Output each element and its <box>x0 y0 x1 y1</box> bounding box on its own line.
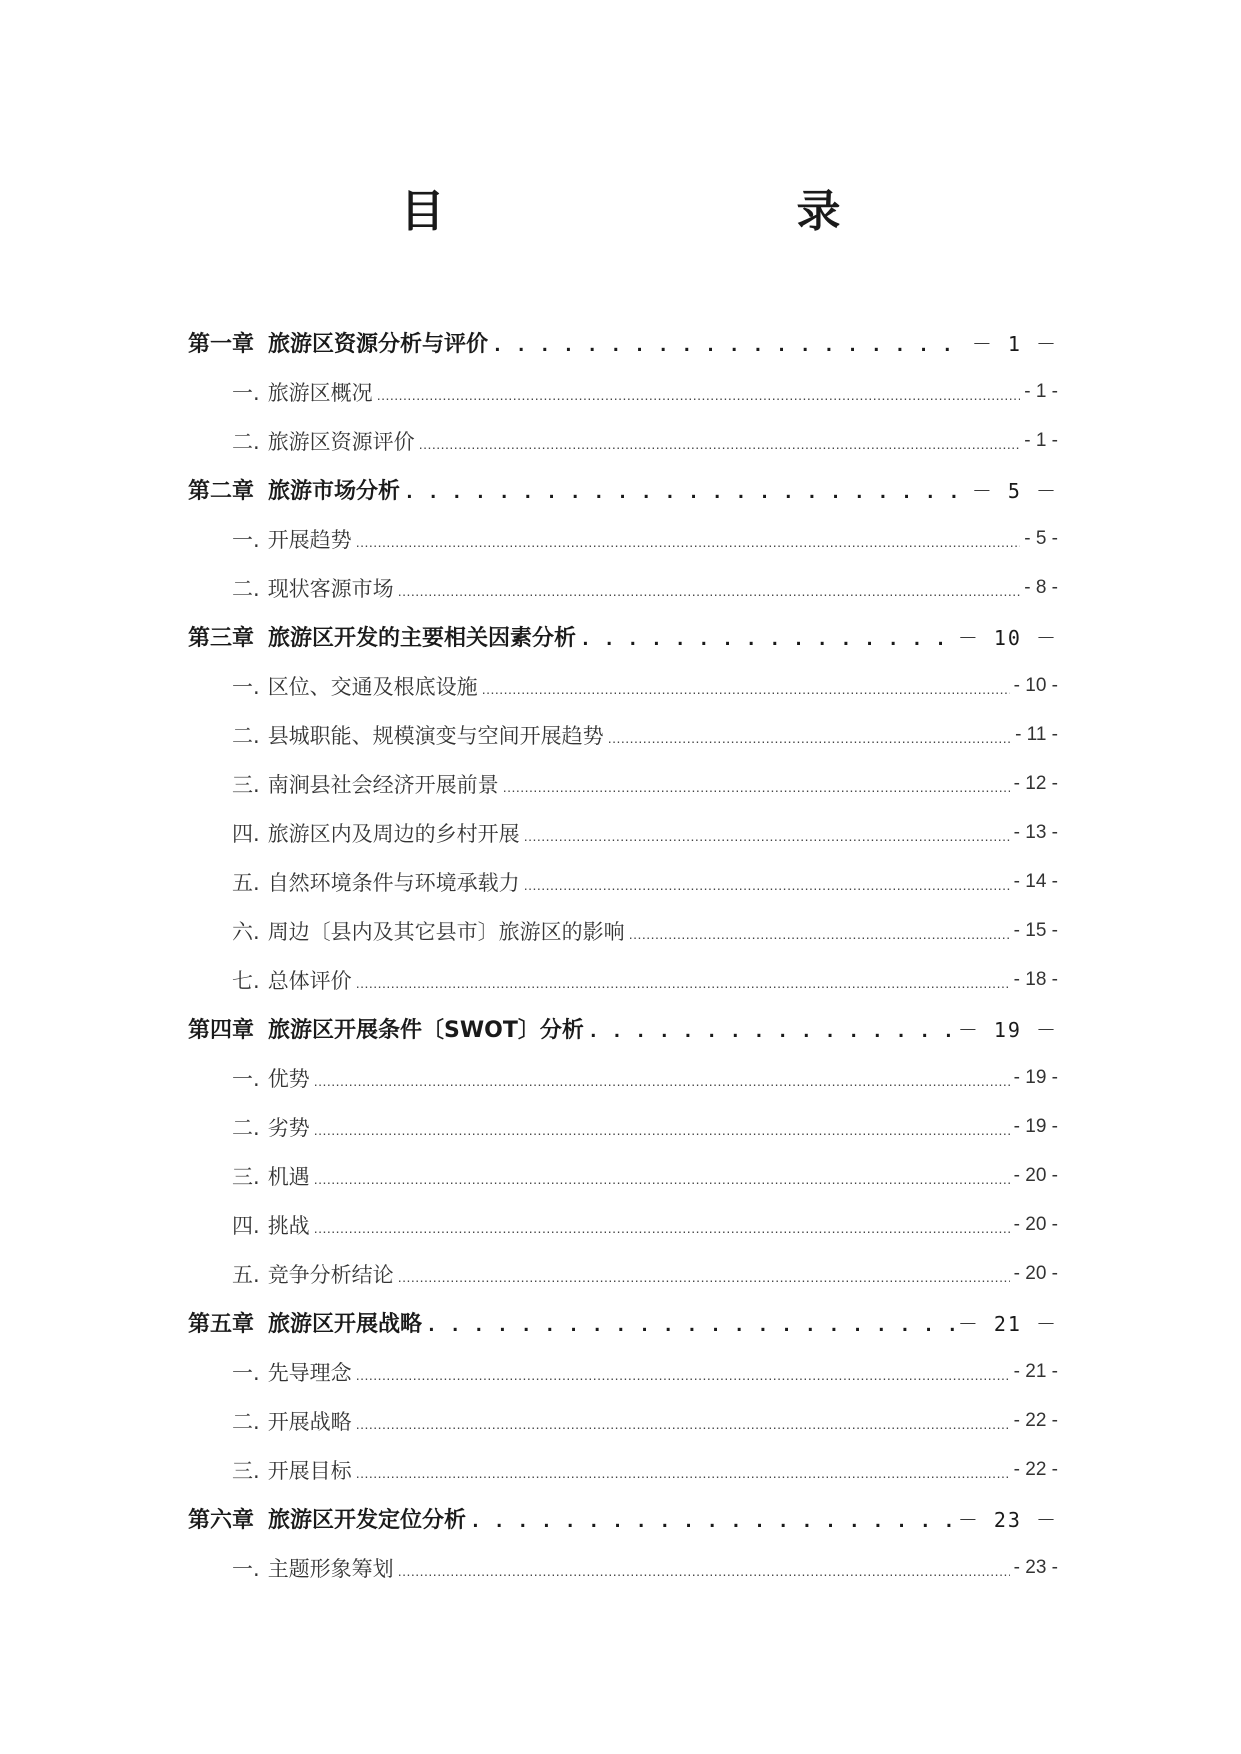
toc-dot-leader <box>404 481 968 503</box>
toc-dot-leader <box>314 1069 1010 1090</box>
toc-entry-title: 周边〔县内及其它县市〕旅游区的影响 <box>267 919 625 944</box>
toc-entry-title: 旅游区资源评价 <box>267 429 415 454</box>
toc-entry-number: 一. <box>232 1066 260 1091</box>
toc-entry-number: 一. <box>232 1556 260 1581</box>
toc-page-number: - 15 - <box>1013 919 1058 941</box>
toc-entry-label <box>188 621 576 652</box>
toc-dot-leader <box>419 432 1021 453</box>
toc-entry-title: 区位、交通及根底设施 <box>267 674 478 699</box>
toc-page-number: - 22 - <box>1013 1458 1058 1480</box>
toc-section-entry[interactable] <box>188 1200 1058 1249</box>
toc-dot-leader <box>629 922 1010 943</box>
toc-page-number: - 23 - <box>1013 1556 1058 1578</box>
toc-entry-number: 三. <box>232 1458 260 1483</box>
toc-entry-title: 开展趋势 <box>267 527 352 552</box>
toc-entry-title: 旅游区开展条件〔SWOT〕分析 <box>268 1018 584 1043</box>
toc-section-entry[interactable] <box>188 1249 1058 1298</box>
toc-entry-label <box>232 377 373 407</box>
toc-section-entry[interactable] <box>188 416 1058 465</box>
toc-page-number: － 1 － <box>971 332 1058 356</box>
toc-entry-label <box>232 720 604 750</box>
toc-page-number: - 20 - <box>1013 1213 1058 1235</box>
toc-page-number: - 19 - <box>1013 1066 1058 1088</box>
toc-entry-label <box>232 671 478 701</box>
toc-dot-leader <box>492 334 968 356</box>
toc-dot-leader <box>356 1363 1010 1384</box>
toc-page-number: - 22 - <box>1013 1409 1058 1431</box>
toc-entry-number: 第六章 <box>188 1508 255 1533</box>
toc-chapter-entry[interactable] <box>188 318 1058 367</box>
toc-dot-leader <box>426 1314 954 1336</box>
toc-section-entry[interactable] <box>188 710 1058 759</box>
toc-chapter-entry[interactable] <box>188 1494 1058 1543</box>
toc-entry-number: 一. <box>232 1360 260 1385</box>
toc-section-entry[interactable] <box>188 563 1058 612</box>
toc-page-number: - 1 - <box>1024 380 1058 402</box>
toc-page-number: - 19 - <box>1013 1115 1058 1137</box>
toc-entry-number: 第四章 <box>188 1018 255 1043</box>
toc-entry-title: 旅游区开发的主要相关因素分析 <box>268 626 577 651</box>
toc-dot-leader <box>608 726 1011 747</box>
toc-entry-number: 二. <box>232 1409 260 1434</box>
toc-section-entry[interactable] <box>188 1543 1058 1592</box>
toc-dot-leader <box>580 628 954 650</box>
toc-entry-number: 一. <box>232 674 260 699</box>
toc-section-entry[interactable] <box>188 1347 1058 1396</box>
toc-entry-title: 旅游区概况 <box>267 380 373 405</box>
toc-entry-title: 开展战略 <box>267 1409 352 1434</box>
toc-page-number: - 5 - <box>1024 527 1058 549</box>
toc-dot-leader <box>398 579 1021 600</box>
toc-entry-title: 旅游区内及周边的乡村开展 <box>267 821 520 846</box>
toc-entry-number: 二. <box>232 1115 260 1140</box>
toc-page-number: - 12 - <box>1013 772 1058 794</box>
toc-dot-leader <box>482 677 1010 698</box>
toc-entry-title: 竞争分析结论 <box>267 1262 394 1287</box>
toc-section-entry[interactable] <box>188 1445 1058 1494</box>
toc-entry-label <box>188 1503 466 1534</box>
toc-page-number: － 21 － <box>957 1312 1058 1336</box>
toc-page-number: - 8 - <box>1024 576 1058 598</box>
toc-entry-title: 总体评价 <box>267 968 352 993</box>
toc-entry-label <box>232 1063 310 1093</box>
toc-entry-number: 三. <box>232 772 260 797</box>
toc-entry-label <box>232 818 520 848</box>
toc-entry-label <box>188 327 488 358</box>
toc-entry-number: 第一章 <box>188 332 255 357</box>
toc-entry-label <box>232 1406 352 1436</box>
toc-section-entry[interactable] <box>188 808 1058 857</box>
toc-entry-title: 旅游区资源分析与评价 <box>268 332 489 357</box>
toc-dot-leader <box>524 824 1010 845</box>
toc-entry-title: 开展目标 <box>267 1458 352 1483</box>
toc-entry-number: 四. <box>232 821 260 846</box>
toc-page-number: － 19 － <box>957 1018 1058 1042</box>
toc-entry-label <box>188 1013 584 1044</box>
toc-section-entry[interactable] <box>188 759 1058 808</box>
toc-entry-number: 三. <box>232 1164 260 1189</box>
toc-entry-title: 优势 <box>267 1066 310 1091</box>
toc-entry-label <box>232 524 352 554</box>
toc-page-number: － 23 － <box>957 1508 1058 1532</box>
toc-entry-number: 六. <box>232 919 260 944</box>
toc-section-entry[interactable] <box>188 1102 1058 1151</box>
toc-entry-number: 二. <box>232 723 260 748</box>
toc-dot-leader <box>314 1167 1010 1188</box>
toc-entry-number: 第二章 <box>188 479 255 504</box>
toc-entry-title: 旅游市场分析 <box>268 479 401 504</box>
toc-chapter-entry[interactable] <box>188 465 1058 514</box>
toc-entry-title: 挑战 <box>267 1213 310 1238</box>
toc-entry-number: 五. <box>232 1262 260 1287</box>
toc-entry-label <box>232 1161 310 1191</box>
toc-entry-label <box>232 1455 352 1485</box>
toc-entry-number: 四. <box>232 1213 260 1238</box>
toc-dot-leader <box>314 1216 1010 1237</box>
toc-entry-label <box>232 769 499 799</box>
table-of-contents <box>188 318 1058 1592</box>
toc-dot-leader <box>356 1461 1010 1482</box>
toc-entry-number: 一. <box>232 527 260 552</box>
toc-entry-label <box>232 1553 394 1583</box>
toc-entry-title: 南涧县社会经济开展前景 <box>267 772 499 797</box>
toc-dot-leader <box>314 1118 1010 1139</box>
toc-entry-label <box>232 867 520 897</box>
toc-page-number: - 11 - <box>1015 723 1058 745</box>
toc-section-entry[interactable] <box>188 906 1058 955</box>
toc-section-entry[interactable] <box>188 367 1058 416</box>
toc-entry-number: 一. <box>232 380 260 405</box>
toc-entry-label <box>188 1307 422 1338</box>
toc-chapter-entry[interactable] <box>188 1298 1058 1347</box>
toc-page-number: - 21 - <box>1013 1360 1058 1382</box>
toc-section-entry[interactable] <box>188 1396 1058 1445</box>
toc-page-number: - 14 - <box>1013 870 1058 892</box>
toc-dot-leader <box>356 530 1021 551</box>
toc-chapter-entry[interactable] <box>188 1004 1058 1053</box>
toc-entry-label <box>188 474 400 505</box>
toc-entry-label <box>232 916 625 946</box>
toc-entry-number: 七. <box>232 968 260 993</box>
toc-entry-number: 第五章 <box>188 1312 255 1337</box>
toc-entry-number: 第三章 <box>188 626 255 651</box>
toc-entry-number: 二. <box>232 576 260 601</box>
toc-section-entry[interactable] <box>188 955 1058 1004</box>
toc-entry-title: 县城职能、规模演变与空间开展趋势 <box>267 723 604 748</box>
toc-entry-label <box>232 1112 310 1142</box>
toc-entry-title: 机遇 <box>267 1164 310 1189</box>
toc-page-number: - 18 - <box>1013 968 1058 990</box>
toc-dot-leader <box>524 873 1010 894</box>
toc-section-entry[interactable] <box>188 857 1058 906</box>
toc-page-number: - 10 - <box>1013 674 1058 696</box>
toc-entry-title: 主题形象筹划 <box>267 1556 394 1581</box>
toc-section-entry[interactable] <box>188 661 1058 710</box>
toc-dot-leader <box>588 1020 954 1042</box>
page-title: 目 录 <box>400 186 929 237</box>
toc-dot-leader <box>398 1265 1010 1286</box>
toc-page-number: - 13 - <box>1013 821 1058 843</box>
toc-page-number: － 10 － <box>957 626 1058 650</box>
toc-dot-leader <box>356 971 1010 992</box>
toc-dot-leader <box>470 1510 954 1532</box>
toc-entry-title: 现状客源市场 <box>267 576 394 601</box>
toc-entry-label <box>232 1357 352 1387</box>
toc-section-entry[interactable] <box>188 514 1058 563</box>
toc-entry-label <box>232 1259 394 1289</box>
toc-entry-label <box>232 1210 310 1240</box>
toc-entry-title: 自然环境条件与环境承载力 <box>267 870 520 895</box>
toc-chapter-entry[interactable] <box>188 612 1058 661</box>
toc-page-number: － 5 － <box>971 479 1058 503</box>
toc-page-number: - 1 - <box>1024 429 1058 451</box>
toc-page-number: - 20 - <box>1013 1164 1058 1186</box>
toc-entry-label <box>232 965 352 995</box>
toc-entry-number: 五. <box>232 870 260 895</box>
toc-dot-leader <box>398 1559 1010 1580</box>
toc-section-entry[interactable] <box>188 1053 1058 1102</box>
toc-dot-leader <box>503 775 1010 796</box>
toc-entry-label <box>232 426 415 456</box>
toc-dot-leader <box>356 1412 1010 1433</box>
toc-entry-title: 劣势 <box>267 1115 310 1140</box>
toc-entry-label <box>232 573 394 603</box>
toc-entry-number: 二. <box>232 429 260 454</box>
toc-section-entry[interactable] <box>188 1151 1058 1200</box>
toc-entry-title: 旅游区开展战略 <box>268 1312 423 1337</box>
toc-entry-title: 旅游区开发定位分析 <box>268 1508 467 1533</box>
toc-entry-title: 先导理念 <box>267 1360 352 1385</box>
toc-page-number: - 20 - <box>1013 1262 1058 1284</box>
toc-dot-leader <box>377 383 1021 404</box>
